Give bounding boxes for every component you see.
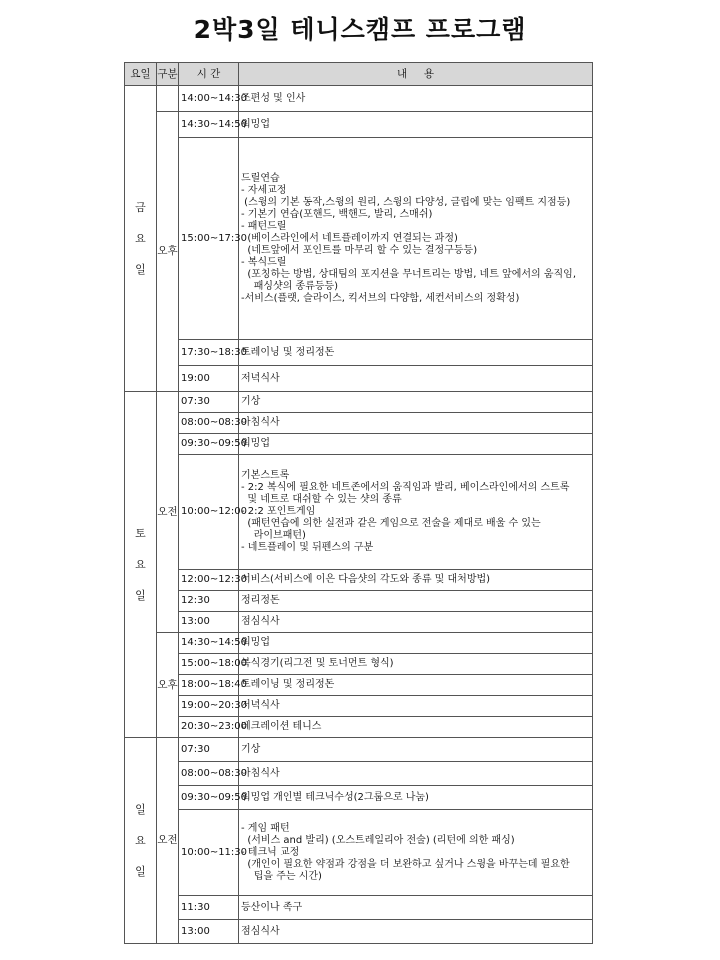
content-cell	[239, 366, 593, 392]
time-cell: 09:30~09:50	[179, 786, 239, 810]
time-cell: 08:00~08:30	[179, 413, 239, 434]
content-cell	[239, 696, 593, 717]
content-line: -서비스(플랫, 슬라이스, 킥서브의 다양함, 세컨서비스의 정확성)	[241, 292, 520, 304]
schedule-row	[125, 455, 593, 570]
time-cell: 09:30~09:50	[179, 434, 239, 455]
content-line: 워밍업 개인별 테크닉수성(2그룹으로 나눔)	[241, 791, 429, 803]
content-line: - 기본기 연습(포핸드, 백핸드, 발리, 스매쉬)	[241, 208, 433, 220]
content-line: - 게임 패턴	[241, 822, 290, 834]
time-cell: 20:30~23:00	[179, 717, 239, 738]
content-line: 트레이닝 및 정리정돈	[241, 679, 335, 690]
day-char: 금	[135, 200, 146, 214]
day-cell	[125, 392, 157, 738]
content-line: 복식경기(리그전 및 토너먼트 형식)	[241, 658, 394, 669]
schedule-row	[125, 717, 593, 738]
time-cell: 13:00	[179, 920, 239, 944]
content-line: - 자세교정	[241, 184, 287, 196]
time-cell: 14:30~14:50	[179, 112, 239, 138]
content-cell	[239, 434, 593, 455]
time-cell: 17:30~18:30	[179, 340, 239, 366]
header-row	[125, 63, 593, 86]
content-line: (서비스 and 발리) (오스트레일리아 전술) (리턴에 의한 패싱)	[241, 834, 515, 846]
content-line: - 테크닉 교정	[241, 846, 300, 858]
content-line: 저녁식사	[241, 700, 280, 711]
content-line: 라이브패턴)	[241, 530, 306, 541]
page-title: 2박3일 테니스캠프 프로그램	[193, 15, 527, 44]
content-line: 드릴연습	[241, 172, 280, 184]
content-line: (개인이 필요한 약점과 강점을 더 보완하고 싶거나 스윙을 바꾸는데 필요한	[241, 858, 570, 870]
header-time: 시 간	[179, 63, 239, 86]
content-cell	[239, 392, 593, 413]
time-cell: 10:00~11:30	[179, 810, 239, 896]
content-line: - 2:2 복식에 필요한 네트존에서의 움직임과 발리, 베이스라인에서의 스트록	[241, 482, 570, 493]
time-cell: 13:00	[179, 612, 239, 633]
content-line: 트레이닝 및 정리정돈	[241, 346, 335, 358]
content-line: 등산이나 족구	[241, 901, 303, 913]
content-cell	[239, 654, 593, 675]
schedule-row	[125, 392, 593, 413]
content-cell	[239, 86, 593, 112]
content-line: 기상	[241, 396, 261, 407]
day-char: 요	[135, 231, 146, 245]
content-line: 아침식사	[241, 767, 280, 779]
content-line: 패싱샷의 종류등등)	[241, 280, 339, 292]
content-line: 점심식사	[241, 925, 280, 937]
schedule-row	[125, 738, 593, 762]
content-line: 워밍업	[241, 637, 270, 648]
content-cell	[239, 810, 593, 896]
day-cell	[125, 738, 157, 944]
time-cell: 08:00~08:30	[179, 762, 239, 786]
content-line: 정리정돈	[241, 595, 280, 606]
content-cell	[239, 920, 593, 944]
content-cell	[239, 413, 593, 434]
schedule-row	[125, 413, 593, 434]
header-content: 내 용	[239, 63, 593, 86]
time-cell: 19:00	[179, 366, 239, 392]
content-cell	[239, 570, 593, 591]
content-line: 워밍업	[241, 118, 270, 130]
content-cell	[239, 786, 593, 810]
time-cell: 12:00~12:30	[179, 570, 239, 591]
part-cell	[157, 86, 179, 112]
schedule-row	[125, 675, 593, 696]
header-part: 구분	[157, 63, 179, 86]
time-cell: 07:30	[179, 392, 239, 413]
content-line: - 2:2 포인트게임	[241, 506, 316, 517]
day-char: 요	[135, 557, 146, 571]
day-char: 일	[135, 263, 146, 277]
content-cell	[239, 896, 593, 920]
content-line: 및 네트로 대쉬할 수 있는 샷의 종류	[241, 494, 402, 505]
schedule-row	[125, 434, 593, 455]
content-line: 조편성 및 인사	[241, 92, 306, 104]
content-line: - 네트플레이 및 뒤펜스의 구분	[241, 542, 374, 553]
time-cell: 11:30	[179, 896, 239, 920]
schedule-row	[125, 786, 593, 810]
content-line: 워밍업	[241, 438, 270, 449]
schedule-row	[125, 920, 593, 944]
content-line: 기상	[241, 743, 261, 755]
schedule-row	[125, 696, 593, 717]
content-cell	[239, 455, 593, 570]
schedule-row	[125, 366, 593, 392]
content-line: - 복식드릴	[241, 256, 287, 268]
schedule-row	[125, 633, 593, 654]
time-cell: 14:00~14:30	[179, 86, 239, 112]
schedule-row	[125, 112, 593, 138]
content-cell	[239, 340, 593, 366]
schedule-row	[125, 612, 593, 633]
schedule-row	[125, 591, 593, 612]
day-cell	[125, 86, 157, 392]
content-line: (포칭하는 방법, 상대팀의 포지션을 무너트리는 방법, 네트 앞에서의 움직임,	[241, 268, 577, 280]
schedule-row	[125, 762, 593, 786]
content-cell	[239, 717, 593, 738]
content-cell	[239, 738, 593, 762]
time-cell: 12:30	[179, 591, 239, 612]
time-cell: 07:30	[179, 738, 239, 762]
content-line: 저녁식사	[241, 372, 280, 384]
content-line: 점심식사	[241, 616, 280, 627]
schedule-body	[125, 86, 593, 944]
content-cell	[239, 591, 593, 612]
time-cell: 19:00~20:30	[179, 696, 239, 717]
content-cell	[239, 675, 593, 696]
content-line: - 패턴드릴	[241, 220, 287, 232]
schedule-row	[125, 138, 593, 340]
time-cell: 15:00~17:30	[179, 138, 239, 340]
content-cell	[239, 633, 593, 654]
content-line: 팁을 주는 시간)	[241, 870, 322, 882]
content-cell	[239, 138, 593, 340]
schedule-row	[125, 340, 593, 366]
schedule-row	[125, 570, 593, 591]
content-cell	[239, 762, 593, 786]
day-char: 토	[135, 526, 146, 540]
content-line: 서비스(서비스에 이은 다음샷의 각도와 종류 및 대처방법)	[241, 574, 491, 585]
schedule-table	[124, 62, 593, 944]
time-cell: 15:00~18:00	[179, 654, 239, 675]
part-cell: 오전	[157, 738, 179, 944]
part-cell: 오후	[157, 633, 179, 738]
content-line: (스윙의 기본 동작,스윙의 원리, 스윙의 다양성, 글립에 맞는 임팩트 지점등)	[241, 196, 571, 208]
day-char: 일	[135, 802, 146, 816]
schedule-row	[125, 896, 593, 920]
schedule-row	[125, 810, 593, 896]
content-line: (베이스라인에서 네트플레이까지 연결되는 과정)	[241, 232, 458, 244]
part-cell: 오전	[157, 392, 179, 633]
content-line: 기본스트록	[241, 470, 290, 481]
time-cell: 14:30~14:50	[179, 633, 239, 654]
content-line: (패턴연습에 의한 실전과 같은 게임으로 전술을 제대로 배울 수 있는	[241, 518, 541, 529]
schedule-row	[125, 654, 593, 675]
part-cell: 오후	[157, 112, 179, 392]
time-cell: 10:00~12:00	[179, 455, 239, 570]
time-cell: 18:00~18:40	[179, 675, 239, 696]
content-line: 아침식사	[241, 417, 280, 428]
day-char: 일	[135, 865, 146, 879]
content-line: 레크레이션 테니스	[241, 721, 322, 732]
header-day: 요일	[125, 63, 157, 86]
content-cell	[239, 612, 593, 633]
content-line: (네트앞에서 포인트를 마무리 할 수 있는 결정구등등)	[241, 244, 478, 256]
content-cell	[239, 112, 593, 138]
day-char: 일	[135, 589, 146, 603]
schedule-row	[125, 86, 593, 112]
day-char: 요	[135, 833, 146, 847]
